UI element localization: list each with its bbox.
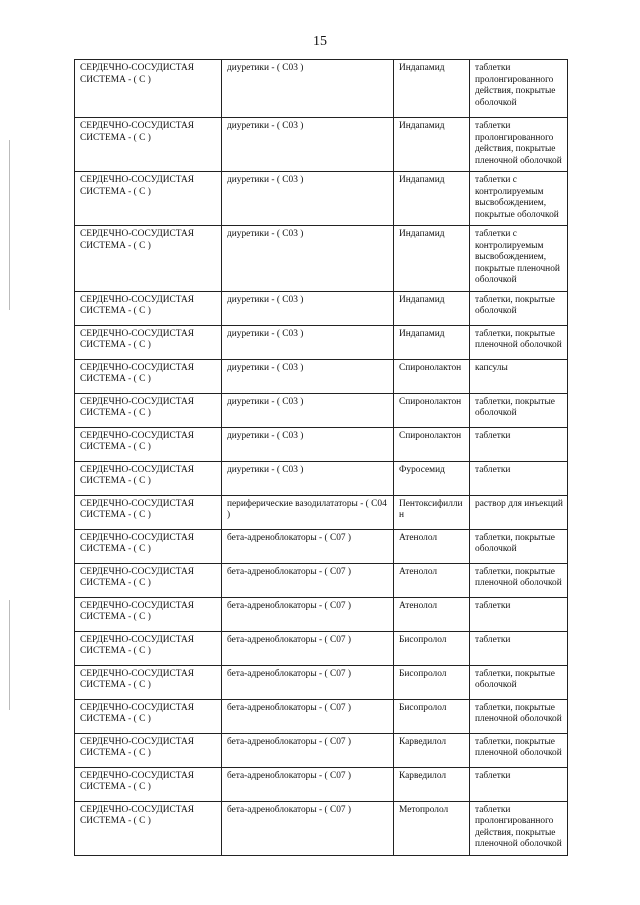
table-row <box>75 563 568 597</box>
cell-pharm-group: диуретики - ( С03 ) <box>222 325 394 359</box>
cell-dosage-form: капсулы <box>470 359 568 393</box>
cell-pharm-group: бета-адреноблокаторы - ( С07 ) <box>222 529 394 563</box>
cell-system: СЕРДЕЧНО-СОСУДИСТАЯ СИСТЕМА - ( С ) <box>75 495 222 529</box>
cell-dosage-form: таблетки, покрытые оболочкой <box>470 529 568 563</box>
table-row <box>75 699 568 733</box>
cell-drug-name: Атенолол <box>394 597 470 631</box>
cell-dosage-form: таблетки, покрытые пленочной оболочкой <box>470 733 568 767</box>
cell-system: СЕРДЕЧНО-СОСУДИСТАЯ СИСТЕМА - ( С ) <box>75 325 222 359</box>
table-row <box>75 291 568 325</box>
cell-system: СЕРДЕЧНО-СОСУДИСТАЯ СИСТЕМА - ( С ) <box>75 767 222 801</box>
table-row <box>75 733 568 767</box>
cell-system: СЕРДЕЧНО-СОСУДИСТАЯ СИСТЕМА - ( С ) <box>75 359 222 393</box>
cell-drug-name: Индапамид <box>394 291 470 325</box>
cell-pharm-group: диуретики - ( С03 ) <box>222 393 394 427</box>
cell-system: СЕРДЕЧНО-СОСУДИСТАЯ СИСТЕМА - ( С ) <box>75 529 222 563</box>
table-row <box>75 529 568 563</box>
cell-dosage-form: таблетки, покрытые оболочкой <box>470 665 568 699</box>
cell-pharm-group: бета-адреноблокаторы - ( С07 ) <box>222 597 394 631</box>
cell-system: СЕРДЕЧНО-СОСУДИСТАЯ СИСТЕМА - ( С ) <box>75 563 222 597</box>
cell-pharm-group: диуретики - ( С03 ) <box>222 172 394 226</box>
cell-drug-name: Спиронолактон <box>394 427 470 461</box>
cell-dosage-form: таблетки, покрытые пленочной оболочкой <box>470 563 568 597</box>
table-row <box>75 60 568 118</box>
cell-pharm-group: диуретики - ( С03 ) <box>222 427 394 461</box>
cell-system: СЕРДЕЧНО-СОСУДИСТАЯ СИСТЕМА - ( С ) <box>75 60 222 118</box>
table-row <box>75 172 568 226</box>
cell-system: СЕРДЕЧНО-СОСУДИСТАЯ СИСТЕМА - ( С ) <box>75 427 222 461</box>
table-row <box>75 801 568 855</box>
cell-dosage-form: таблетки, покрытые оболочкой <box>470 393 568 427</box>
cell-drug-name: Карведилол <box>394 733 470 767</box>
cell-pharm-group: бета-адреноблокаторы - ( С07 ) <box>222 767 394 801</box>
cell-drug-name: Карведилол <box>394 767 470 801</box>
cell-drug-name: Индапамид <box>394 118 470 172</box>
cell-drug-name: Индапамид <box>394 325 470 359</box>
cell-system: СЕРДЕЧНО-СОСУДИСТАЯ СИСТЕМА - ( С ) <box>75 172 222 226</box>
cell-pharm-group: бета-адреноблокаторы - ( С07 ) <box>222 733 394 767</box>
table-row <box>75 495 568 529</box>
cell-system: СЕРДЕЧНО-СОСУДИСТАЯ СИСТЕМА - ( С ) <box>75 801 222 855</box>
cell-dosage-form: таблетки пролонгированного действия, покрытые пленочной оболочкой <box>470 801 568 855</box>
table-row <box>75 767 568 801</box>
cell-dosage-form: раствор для инъекций <box>470 495 568 529</box>
cell-pharm-group: бета-адреноблокаторы - ( С07 ) <box>222 631 394 665</box>
cell-system: СЕРДЕЧНО-СОСУДИСТАЯ СИСТЕМА - ( С ) <box>75 699 222 733</box>
cell-system: СЕРДЕЧНО-СОСУДИСТАЯ СИСТЕМА - ( С ) <box>75 631 222 665</box>
cell-dosage-form: таблетки с контролируемым высвобождением, покрытые оболочкой <box>470 172 568 226</box>
cell-pharm-group: бета-адреноблокаторы - ( С07 ) <box>222 801 394 855</box>
cell-pharm-group: диуретики - ( С03 ) <box>222 291 394 325</box>
table-row <box>75 393 568 427</box>
table-row <box>75 597 568 631</box>
cell-drug-name: Индапамид <box>394 60 470 118</box>
cell-system: СЕРДЕЧНО-СОСУДИСТАЯ СИСТЕМА - ( С ) <box>75 597 222 631</box>
cell-drug-name: Бисопролол <box>394 665 470 699</box>
cell-drug-name: Фуросемид <box>394 461 470 495</box>
cell-dosage-form: таблетки, покрытые оболочкой <box>470 291 568 325</box>
cell-drug-name: Индапамид <box>394 172 470 226</box>
cell-pharm-group: диуретики - ( С03 ) <box>222 118 394 172</box>
cell-dosage-form: таблетки <box>470 427 568 461</box>
cell-dosage-form: таблетки <box>470 461 568 495</box>
scan-mark-left <box>9 140 10 310</box>
cell-drug-name: Бисопролол <box>394 631 470 665</box>
table-row <box>75 325 568 359</box>
cell-drug-name: Индапамид <box>394 226 470 292</box>
cell-system: СЕРДЕЧНО-СОСУДИСТАЯ СИСТЕМА - ( С ) <box>75 226 222 292</box>
cell-dosage-form: таблетки <box>470 597 568 631</box>
cell-dosage-form: таблетки пролонгированного действия, покрытые пленочной оболочкой <box>470 118 568 172</box>
cell-pharm-group: диуретики - ( С03 ) <box>222 60 394 118</box>
cell-pharm-group: диуретики - ( С03 ) <box>222 359 394 393</box>
cell-dosage-form: таблетки пролонгированного действия, покрытые оболочкой <box>470 60 568 118</box>
cell-dosage-form: таблетки <box>470 767 568 801</box>
cell-pharm-group: бета-адреноблокаторы - ( С07 ) <box>222 699 394 733</box>
table-row <box>75 631 568 665</box>
table-row <box>75 427 568 461</box>
table-row <box>75 226 568 292</box>
cell-drug-name: Пентоксифиллин <box>394 495 470 529</box>
cell-drug-name: Метопролол <box>394 801 470 855</box>
cell-system: СЕРДЕЧНО-СОСУДИСТАЯ СИСТЕМА - ( С ) <box>75 665 222 699</box>
cell-dosage-form: таблетки <box>470 631 568 665</box>
cell-system: СЕРДЕЧНО-СОСУДИСТАЯ СИСТЕМА - ( С ) <box>75 733 222 767</box>
cell-pharm-group: бета-адреноблокаторы - ( С07 ) <box>222 563 394 597</box>
cell-drug-name: Спиронолактон <box>394 359 470 393</box>
cell-dosage-form: таблетки с контролируемым высвобождением, покрытые пленочной оболочкой <box>470 226 568 292</box>
cell-system: СЕРДЕЧНО-СОСУДИСТАЯ СИСТЕМА - ( С ) <box>75 461 222 495</box>
table-row <box>75 665 568 699</box>
cell-pharm-group: диуретики - ( С03 ) <box>222 461 394 495</box>
cell-pharm-group: диуретики - ( С03 ) <box>222 226 394 292</box>
cell-system: СЕРДЕЧНО-СОСУДИСТАЯ СИСТЕМА - ( С ) <box>75 291 222 325</box>
cell-dosage-form: таблетки, покрытые пленочной оболочкой <box>470 699 568 733</box>
table-row <box>75 461 568 495</box>
cell-drug-name: Бисопролол <box>394 699 470 733</box>
page-number: 15 <box>313 34 327 49</box>
drug-table-body <box>75 60 568 856</box>
scan-mark-left-lower <box>9 600 10 710</box>
cell-drug-name: Атенолол <box>394 529 470 563</box>
cell-system: СЕРДЕЧНО-СОСУДИСТАЯ СИСТЕМА - ( С ) <box>75 118 222 172</box>
cell-pharm-group: периферические вазодилататоры - ( С04 ) <box>222 495 394 529</box>
cell-drug-name: Атенолол <box>394 563 470 597</box>
cell-drug-name: Спиронолактон <box>394 393 470 427</box>
cell-dosage-form: таблетки, покрытые пленочной оболочкой <box>470 325 568 359</box>
cell-system: СЕРДЕЧНО-СОСУДИСТАЯ СИСТЕМА - ( С ) <box>75 393 222 427</box>
cell-pharm-group: бета-адреноблокаторы - ( С07 ) <box>222 665 394 699</box>
table-row <box>75 359 568 393</box>
drug-table <box>74 59 568 856</box>
table-row <box>75 118 568 172</box>
